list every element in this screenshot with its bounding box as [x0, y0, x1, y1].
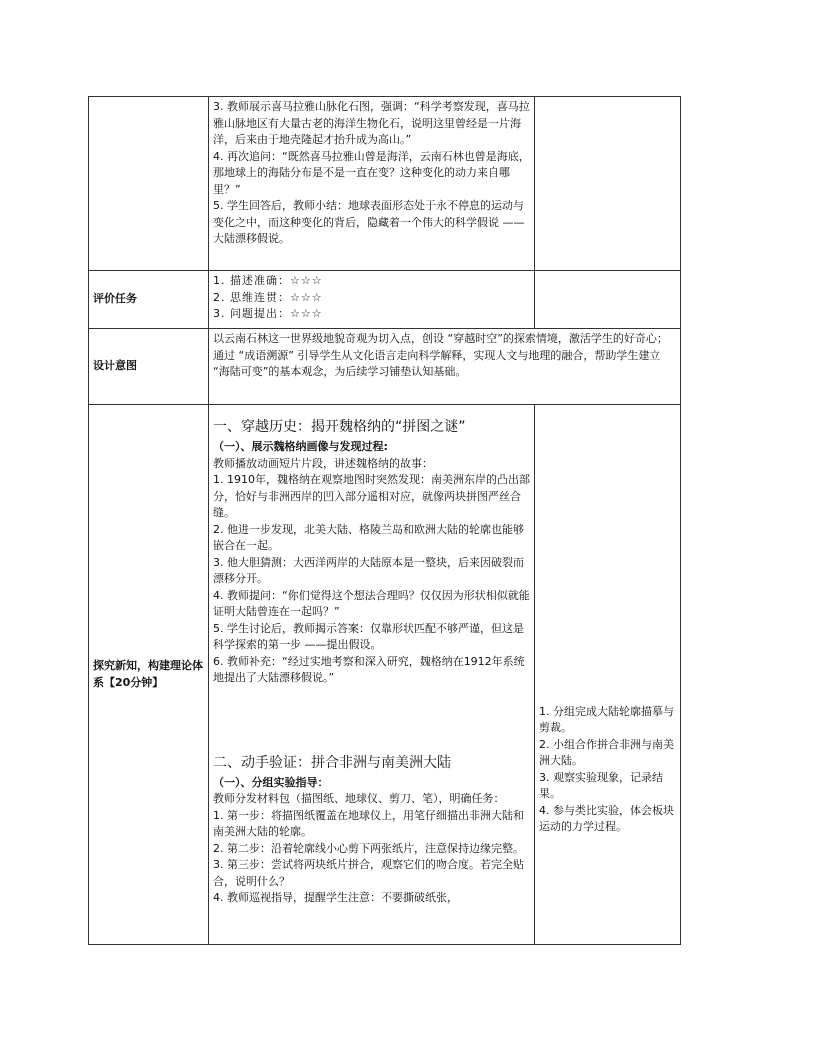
story-item: 4. 教师提问：“你们觉得这个想法合理吗？仅仅因为形状相似就能证明大陆曾连在一起吗？” [213, 588, 530, 618]
intro-continuation-row [89, 97, 681, 271]
experiment-step: 4. 教师巡视指导，提醒学生注意：不要撕破纸张， [213, 891, 458, 904]
section-intro: 教师播放动画短片片段，讲述魏格纳的故事： [213, 456, 433, 470]
row-label-empty [89, 97, 209, 271]
teacher-activity-cell [209, 97, 535, 271]
activity-line: 5. 学生回答后，教师小结：地球表面形态处于永不停息的运动与变化之中，而这种变化的背后，隐藏着一个伟大的科学假说 ——大陆漂移假说。 [213, 199, 525, 245]
design-intent-paragraph: 以云南石林这一世界级地貌奇观为切入点，创设 “穿越时空”的探索情境，激活学生的好奇心；通过 “成语溯源” 引导学生从文化语言走向科学解释，实现人文与地理的融合，帮助学生建立 “海陆可变”的基本观念，为后续学习铺垫认知基础。 [213, 332, 668, 378]
explore-teacher-cell [209, 405, 535, 945]
evaluation-empty-cell [535, 271, 681, 329]
story-item: 6. 教师补充：“经过实地考察和深入研究，魏格纳在1912年系统地提出了大陆漂移假说。” [213, 654, 525, 684]
student-item: 1. 分组完成大陆轮廓描摹与剪裁。 [539, 704, 674, 734]
section-intro: 教师分发材料包（描图纸、地球仪、剪刀、笔），明确任务： [213, 792, 505, 805]
story-item: 3. 他大胆猜测：大西洋两岸的大陆原本是一整块，后来因破裂而漂移分开。 [213, 555, 524, 585]
design-intent-row [89, 329, 681, 405]
design-intent-label: 设计意图 [89, 329, 209, 405]
student-item: 4. 参与类比实验，体会板块运动的力学过程。 [539, 803, 674, 833]
evaluation-item: 3. 问题提出：☆☆☆ [213, 307, 323, 320]
section-title: 一、穿越历史：揭开魏格纳的“拼图之谜” [213, 419, 466, 435]
evaluation-item: 1. 描述准确：☆☆☆ [213, 274, 323, 287]
story-item: 5. 学生讨论后，教师揭示答案：仅靠形状匹配不够严谨，但这是科学探索的第一步 ——提出假设。 [213, 621, 524, 651]
evaluation-row [89, 271, 681, 329]
explore-student-cell [535, 405, 681, 945]
story-item: 1. 1910年，魏格纳在观察地图时突然发现：南美洲东岸的凸出部分，恰好与非洲西岸的凹入部分遥相对应，就像两块拼图严丝合缝。 [213, 473, 530, 519]
student-item: 3. 观察实验现象，记录结果。 [539, 770, 663, 800]
experiment-step: 1. 第一步：将描图纸覆盖在地球仪上，用笔仔细描出非洲大陆和南美洲大陆的轮廓。 [213, 808, 524, 838]
section-subtitle: （一）、分组实验指导： [213, 775, 329, 789]
section-subtitle: （一）、展示魏格纳画像与发现过程: [213, 440, 388, 453]
design-intent-text [209, 329, 681, 405]
story-item: 2. 他进一步发现，北美大陆、格陵兰岛和欧洲大陆的轮廓也能够嵌合在一起。 [213, 522, 524, 552]
evaluation-item: 2. 思维连贯：☆☆☆ [213, 290, 323, 304]
evaluation-items-cell [209, 271, 535, 329]
activity-line: 4. 再次追问：“既然喜马拉雅山曾是海洋，云南石林也曾是海底，那地球上的海陆分布是不是一直在变？这种变化的动力来自哪里？” [213, 149, 530, 196]
student-activity-cell [535, 97, 681, 271]
section-title: 二、动手验证：拼合非洲与南美洲大陆 [213, 754, 451, 771]
explore-row [89, 405, 681, 945]
student-item: 2. 小组合作拼合非洲与南美洲大陆。 [539, 737, 674, 767]
experiment-step: 3. 第三步：尝试将两块纸片拼合，观察它们的吻合度。若完全贴合，说明什么？ [213, 858, 524, 888]
experiment-step: 2. 第二步：沿着轮廓线小心剪下两张纸片，注意保持边缘完整。 [213, 841, 524, 855]
explore-label: 探究新知，构建理论体系【20分钟】 [89, 405, 209, 945]
activity-line: 3. 教师展示喜马拉雅山脉化石图，强调：“科学考察发现，喜马拉雅山脉地区有大量古老的海洋生物化石，说明这里曾经是一片海洋，后来由于地壳隆起才抬升成为高山。” [213, 100, 530, 146]
evaluation-label: 评价任务 [89, 271, 209, 329]
lesson-plan-table [88, 96, 681, 945]
